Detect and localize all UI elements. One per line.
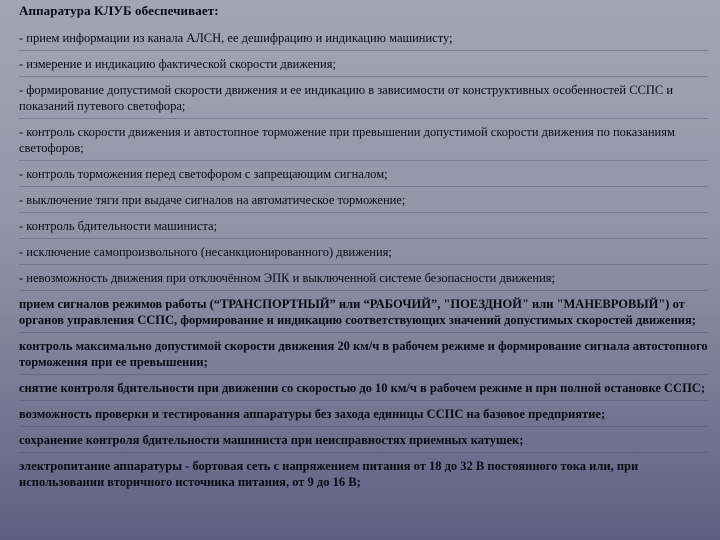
list-item: - контроль скорости движения и автостопное торможение при превышении допустимой скорости движения по показаниям светофоров;	[19, 124, 708, 161]
list-item: - контроль торможения перед светофором с запрещающим сигналом;	[19, 166, 708, 187]
list-item: контроль максимально допустимой скорости движения 20 км/ч в рабочем режиме и формирование сигнала автостопного торможения при ее превышении;	[19, 338, 708, 375]
list-item: - прием информации из канала АЛСН, ее дешифрацию и индикацию машинисту;	[19, 30, 708, 51]
slide-heading: Аппаратура КЛУБ обеспечивает:	[19, 3, 219, 18]
list-item: сохранение контроля бдительности машиниста при неисправностях приемных катушек;	[19, 432, 708, 453]
list-item: - исключение самопроизвольного (несанкционированного) движения;	[19, 244, 708, 265]
list-item: - измерение и индикацию фактической скорости движения;	[19, 56, 708, 77]
list-item: - невозможность движения при отключённом ЭПК и выключенной системе безопасности движения;	[19, 270, 708, 291]
list-item: возможность проверки и тестирования аппаратуры без захода единицы ССПС на базовое предприятие;	[19, 406, 708, 427]
list-item: - формирование допустимой скорости движения и ее индикацию в зависимости от конструктивных особенностей ССПС и показаний путевого светофора;	[19, 82, 708, 119]
list-item: - контроль бдительности машиниста;	[19, 218, 708, 239]
list-item: прием сигналов режимов работы (“ТРАНСПОРТНЫЙ” или “РАБОЧИЙ”, "ПОЕЗДНОЙ" или "МАНЕВРОВЫЙ") от органов управления ССПС, формирование и индикацию соответствующих значений допустимых скоростей движения;	[19, 296, 708, 333]
list-item: - выключение тяги при выдаче сигналов на автоматическое торможение;	[19, 192, 708, 213]
list-item: снятие контроля бдительности при движении со скоростью до 10 км/ч в рабочем режиме и при полной остановке ССПС;	[19, 380, 708, 401]
list-item: электропитание аппаратуры - бортовая сеть с напряжением питания от 18 до 32 В постоянного тока или, при использовании вторичного источника питания, от 9 до 16 В;	[19, 459, 639, 489]
